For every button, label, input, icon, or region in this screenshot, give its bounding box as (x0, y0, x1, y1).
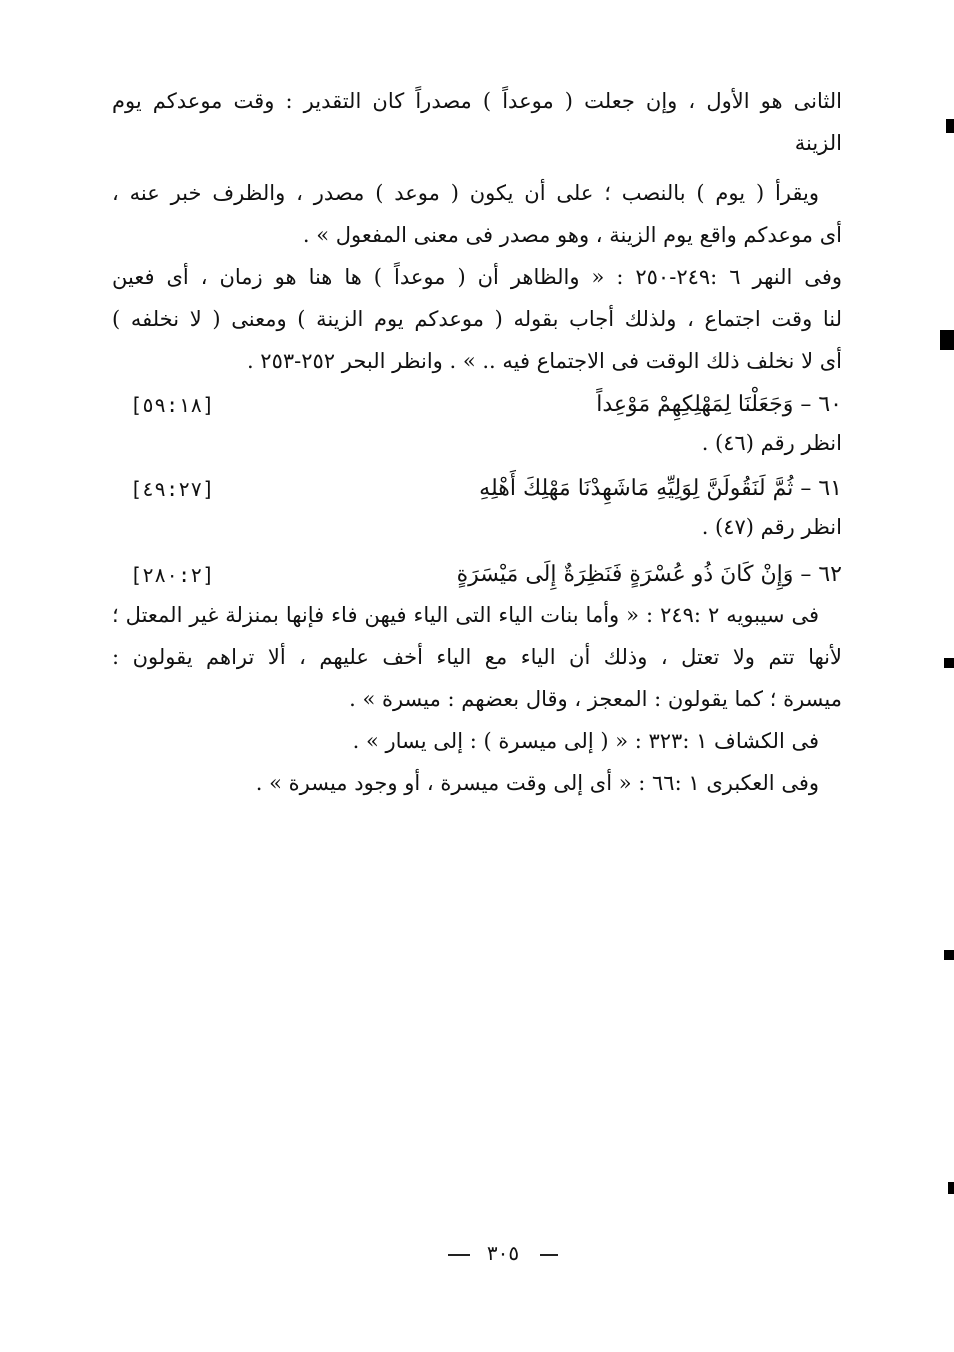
verse-reference: [٥٩:١٨] (130, 393, 215, 417)
page-number (448, 1238, 558, 1268)
scan-margin-mark (948, 1182, 954, 1194)
text-line: أى لا نخلف ذلك الوقت فى الاجتماع فيه .. » . وانظر البحر ٢٥٢-٢٥٣ . (246, 349, 842, 373)
text-line: لأنها تتم ولا تعتل ، وذلك أن الياء مع الياء أخف عليهم ، ألا تراهم يقولون : (112, 645, 842, 669)
see-reference: انظر رقم (٤٦) . (701, 431, 842, 455)
verse-text: ٦٢ – وَإِنْ كَانَ ذُو عُسْرَةٍ فَنَظِرَةٌ إِلَى مَيْسَرَةٍ (456, 562, 842, 587)
text-line: الثانى هو الأول ، وإن جعلت ( موعداً ) مصدراً كان التقدير : وقت موعدكم يوم (112, 89, 842, 113)
text-line: لنا وقت اجتماع ، ولذلك أجاب بقوله ( موعدكم يوم الزينة ) ومعنى ( لا نخلفه ) (112, 307, 842, 331)
text-line: ويقرأ ( يوم ) بالنصب ؛ على أن يكون ( موعد ) مصدر ، والظرف خبر عنه ، (112, 181, 819, 205)
verse-reference: [٢٨٠:٢] (130, 563, 215, 587)
text-line: وفى العكبرى ١ :٦٦ : « أى إلى وقت ميسرة ، أو وجود ميسرة » . (255, 771, 819, 795)
page-number-dash (448, 1254, 470, 1256)
verse-entry (112, 472, 842, 506)
see-reference: انظر رقم (٤٧) . (701, 515, 842, 539)
scan-margin-mark (946, 119, 954, 133)
text-line: ميسرة ؛ كما يقولون : المعجز ، وقال بعضهم : ميسرة » . (349, 687, 842, 711)
scan-margin-mark (940, 330, 954, 350)
text-line: وفى النهر ٦ :٢٤٩-٢٥٠ : « والظاهر أن ( موعداً ) ها هنا هو زمان ، أى فعين (112, 265, 842, 289)
verse-text: ٦٠ – وَجَعَلْنَا لِمَهْلِكِهِمْ مَوْعِداً (596, 392, 842, 417)
scan-margin-mark (944, 950, 954, 960)
text-line: أى موعدكم واقع يوم الزينة ، وهو مصدر فى معنى المفعول » . (302, 223, 842, 247)
verse-text: ٦١ – ثُمَّ لَنَقُولَنَّ لِوَلِيِّهِ مَاشَهِدْنَا مَهْلِكَ أَهْلِهِ (479, 476, 842, 501)
page-number-text: ٣٠٥ (486, 1241, 520, 1265)
verse-entry (112, 558, 842, 592)
text-line: فى الكشاف ١ :٣٢٣ : « ( إلى ميسرة ) : إلى يسار » . (352, 729, 819, 753)
scan-margin-mark (944, 658, 954, 668)
text-line: الزينة (794, 131, 842, 155)
page-number-dash (540, 1254, 558, 1256)
verse-entry (112, 388, 842, 422)
text-line: فى سيبويه ٢ :٢٤٩ : « وأما بنات الياء التى الياء فيهن فاء فإنها بمنزلة غير المعتل ؛ (112, 603, 819, 627)
verse-reference: [٤٩:٢٧] (130, 477, 215, 501)
